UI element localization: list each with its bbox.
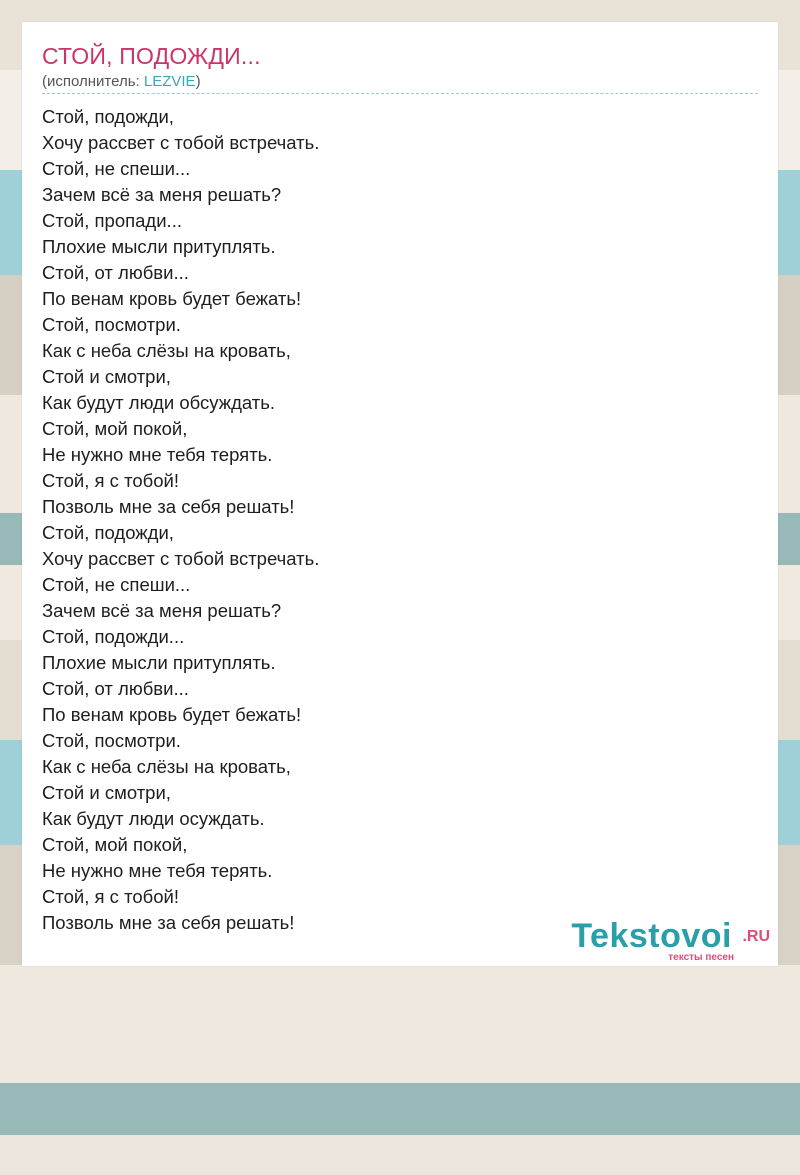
logo-wordmark: Tekstovoi xyxy=(571,917,732,955)
lyric-line: Хочу рассвет с тобой встречать. xyxy=(42,132,320,153)
lyric-line: По венам кровь будет бежать! xyxy=(42,704,302,725)
lyric-line: Как будут люди обсуждать. xyxy=(42,392,276,413)
lyric-line: Стой, я с тобой! xyxy=(42,470,179,491)
lyrics-card xyxy=(22,22,778,966)
lyric-line: Не нужно мне тебя терять. xyxy=(42,860,273,881)
logo-subtitle: тексты песен xyxy=(668,952,734,963)
lyric-line: Стой, от любви... xyxy=(42,262,189,283)
lyric-line: Не нужно мне тебя терять. xyxy=(42,444,273,465)
background-stripe xyxy=(0,965,800,1083)
site-logo[interactable] xyxy=(560,916,770,966)
lyric-line: Стой, не спеши... xyxy=(42,158,191,179)
lyric-line: Зачем всё за меня решать? xyxy=(42,184,282,205)
lyric-line: Позволь мне за себя решать! xyxy=(42,912,295,933)
lyric-line: Стой, подожди, xyxy=(42,522,174,543)
lyric-line: По венам кровь будет бежать! xyxy=(42,288,302,309)
lyric-line: Как с неба слёзы на кровать, xyxy=(42,756,291,777)
lyric-line: Стой, пропади... xyxy=(42,210,182,231)
lyrics-text xyxy=(42,104,319,936)
lyric-line: Как с неба слёзы на кровать, xyxy=(42,340,291,361)
lyric-line: Стой, посмотри. xyxy=(42,314,181,335)
background-stripe xyxy=(0,1083,800,1135)
lyric-line: Стой, посмотри. xyxy=(42,730,181,751)
lyric-line: Стой, мой покой, xyxy=(42,834,188,855)
lyric-line: Стой, подожди... xyxy=(42,626,185,647)
lyric-line: Плохие мысли притуплять. xyxy=(42,236,276,257)
divider xyxy=(42,93,758,94)
lyric-line: Стой, не спеши... xyxy=(42,574,191,595)
lyric-line: Стой, мой покой, xyxy=(42,418,188,439)
lyric-line: Стой и смотри, xyxy=(42,782,171,803)
lyric-line: Стой, подожди, xyxy=(42,106,174,127)
lyric-line: Стой, я с тобой! xyxy=(42,886,179,907)
artist-prefix: (исполнитель: xyxy=(42,73,144,90)
lyric-line: Как будут люди осуждать. xyxy=(42,808,265,829)
song-title: СТОЙ, ПОДОЖДИ... xyxy=(42,43,261,69)
lyric-line: Стой и смотри, xyxy=(42,366,171,387)
background-stripe xyxy=(0,1135,800,1175)
lyric-line: Зачем всё за меня решать? xyxy=(42,600,282,621)
artist-line xyxy=(42,73,201,91)
lyric-line: Плохие мысли притуплять. xyxy=(42,652,276,673)
lyric-line: Стой, от любви... xyxy=(42,678,189,699)
logo-tld: .RU xyxy=(742,928,770,945)
lyric-line: Позволь мне за себя решать! xyxy=(42,496,295,517)
artist-link[interactable]: LEZVIE xyxy=(143,73,196,90)
lyric-line: Хочу рассвет с тобой встречать. xyxy=(42,548,320,569)
artist-suffix: ) xyxy=(195,73,201,90)
